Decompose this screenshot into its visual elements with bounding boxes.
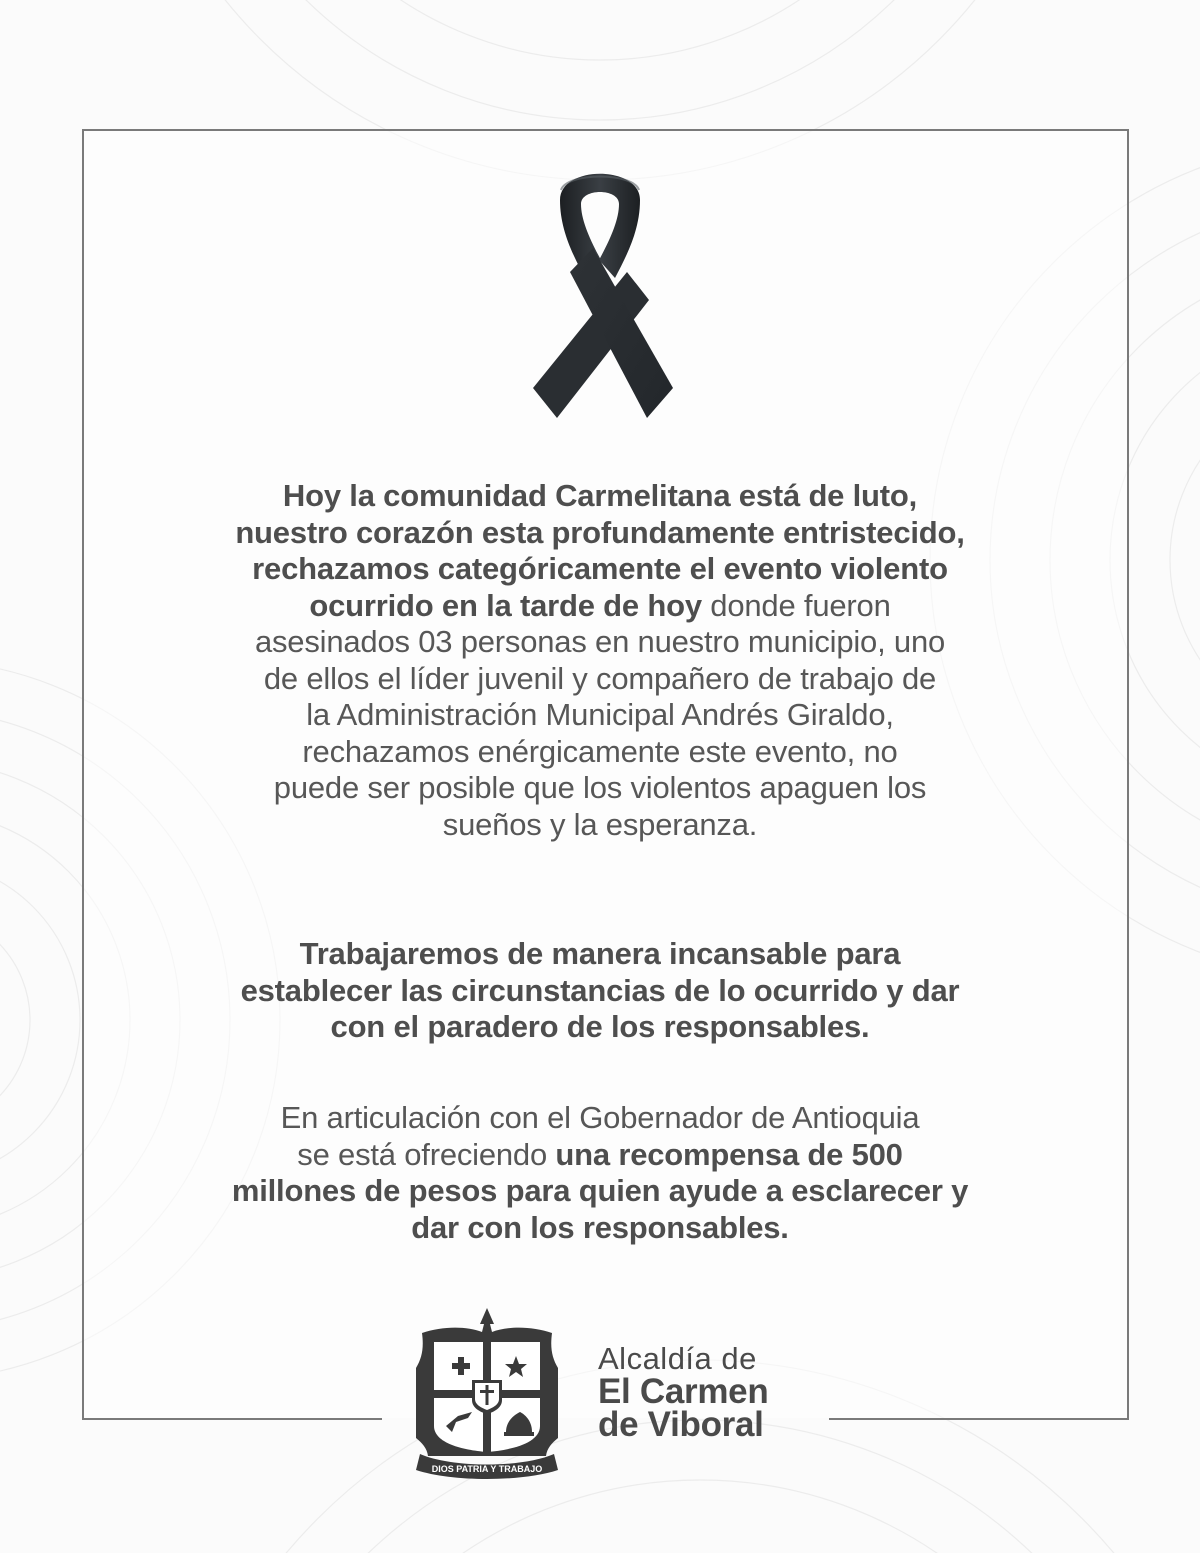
reward-line: millones de pesos para quien ayude a esclarecer y [231,1173,969,1208]
statement-line: de ellos el líder juvenil y compañero de trabajo de [263,660,937,696]
reward-line: En articulación con el Gobernador de Antioquia [280,1100,920,1135]
mourning-ribbon-icon [515,160,685,425]
paragraph-reward [120,1100,1080,1246]
wordmark-line-2: El Carmen [598,1372,769,1411]
statement-line: donde fueron [701,587,891,623]
commitment-line: establecer las circunstancias de lo ocurrido y dar [240,972,960,1008]
statement-line: nuestro corazón esta profundamente entristecido, [235,514,965,550]
paragraph-commitment [120,936,1080,1046]
statement-line: ocurrido en la tarde de hoy [309,587,702,623]
municipal-coat-of-arms-icon [412,1308,562,1480]
wordmark-line-1: Alcaldía de [598,1341,757,1376]
frame-border-bottom-right [829,1418,1129,1420]
statement-line: la Administración Municipal Andrés Giraldo, [306,697,894,732]
statement-line: rechazamos enérgicamente este evento, no [302,733,898,769]
frame-border-right [1127,129,1129,1420]
statement-line: sueños y la esperanza. [442,806,758,842]
statement-line: rechazamos categóricamente el evento violento [252,551,948,586]
frame-border-left [82,129,84,1420]
reward-line: una recompensa de 500 [547,1136,903,1172]
statement-line: asesinados 03 personas en nuestro municipio, uno [254,624,946,659]
commitment-line: Trabajaremos de manera incansable para [299,936,901,971]
wordmark-line-3: de Viboral [598,1405,764,1444]
commitment-line: con el paradero de los responsables. [330,1009,870,1044]
municipality-wordmark [598,1341,769,1444]
crest-motto: DIOS PATRIA Y TRABAJO [431,1464,543,1474]
frame-border-bottom-left [82,1418,382,1420]
frame-border-top [82,129,1129,131]
reward-line: se está ofreciendo [297,1136,548,1172]
statement-line: Hoy la comunidad Carmelitana está de luto, [282,478,918,513]
statement-line: puede ser posible que los violentos apaguen los [273,770,927,805]
reward-line: dar con los responsables. [411,1209,789,1245]
paragraph-mourning-statement [120,478,1080,843]
